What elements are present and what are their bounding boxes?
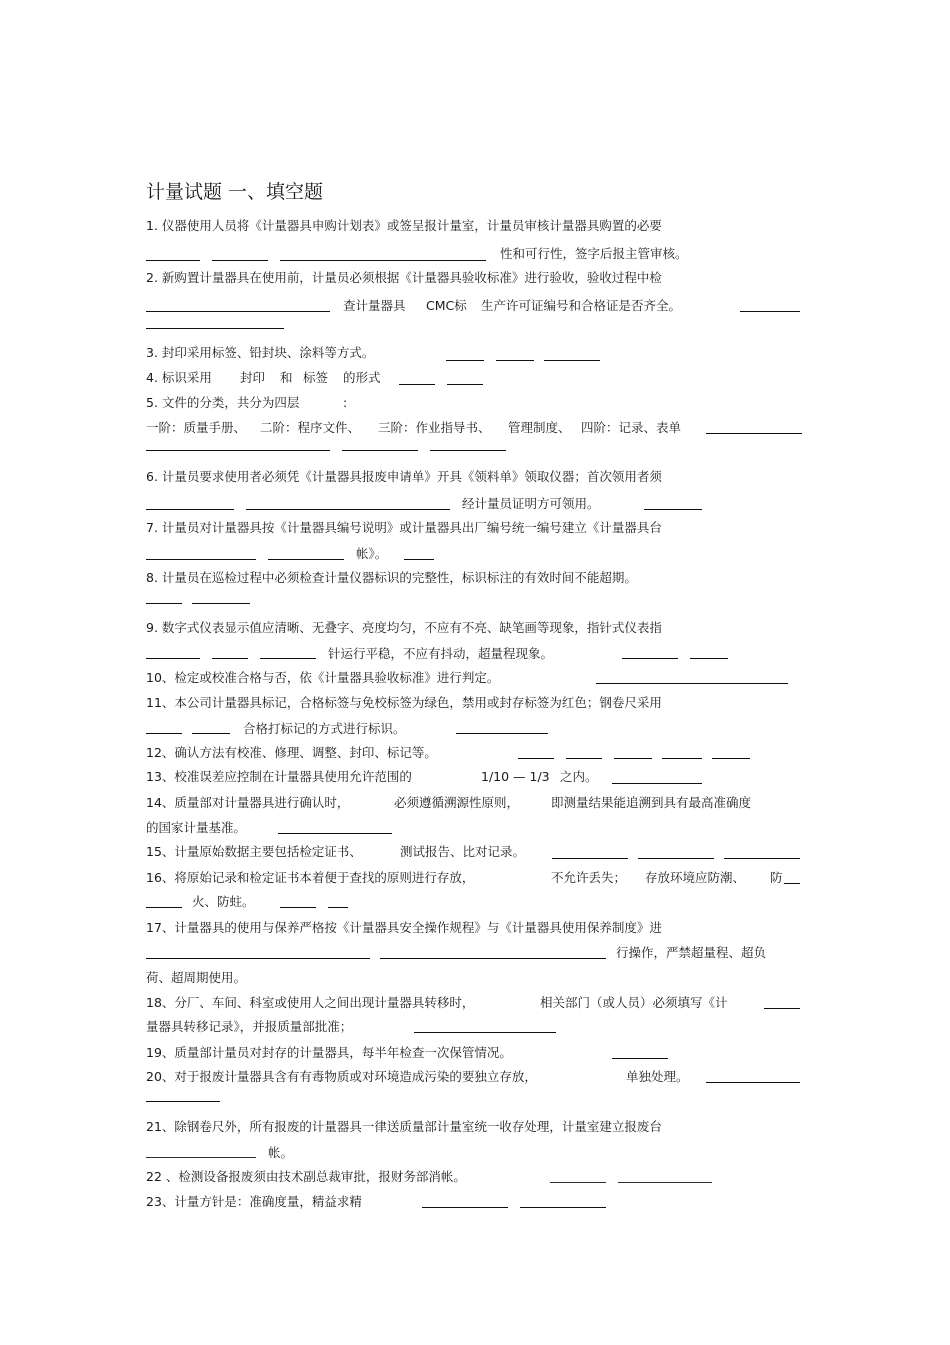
question-2-text: CMC标 [426,298,467,313]
question-5-level: 四阶：记录、表单 [581,420,682,435]
blank [612,1058,668,1059]
question-11-line-2: 合格打标记的方式进行标识。 [243,721,406,736]
question-15-text: 测试报告、比对记录。 [400,844,526,859]
question-4-text: 和 [280,370,293,385]
question-16-text: 不允许丢失； [551,870,627,885]
question-14-text: 14、质量部对计量器具进行确认时， [146,795,350,810]
blank [146,958,370,959]
question-2-text: 查计量器具 [343,298,406,313]
blank [706,1082,800,1083]
question-5-level: 三阶：作业指导书、 [378,420,491,435]
blank [192,603,250,604]
blank [146,1157,256,1158]
question-5-text: : [343,395,348,410]
blank [146,559,256,560]
blank [706,433,802,434]
blank [622,658,678,659]
blank [146,907,182,908]
blank [146,311,330,312]
question-17-line-2: 行操作，严禁超量程、超负 [616,945,767,960]
blank [246,509,450,510]
blank [146,1101,220,1102]
question-14-text: 必须遵循溯源性原则， [394,795,520,810]
blank [430,450,506,451]
blank [456,733,548,734]
question-5-level: 二阶：程序文件、 [260,420,361,435]
blank [618,1182,712,1183]
blank [380,958,606,959]
question-1-line-1: 1. 仪器使用人员将《计量器具申购计划表》或签呈报计量室，计量员审核计量器具购置的必要 [146,218,662,233]
blank [146,603,182,604]
question-22: 22 、检测设备报废须由技术副总裁审批，报财务部消帐。 [146,1169,466,1184]
question-7-line-1: 7. 计量员对计量器具按《计量器具编号说明》或计量器具出厂编号统一编号建立《计量器具台 [146,520,662,535]
blank [644,509,702,510]
question-1-line-2: 性和可行性，签字后报主管审核。 [500,246,688,261]
blank [146,260,200,261]
question-12: 12、确认方法有校准、修理、调整、封印、标记等。 [146,745,437,760]
question-17-line-3: 荷、超周期使用。 [146,970,247,985]
page-title: 计量试题 一、填空题 [146,181,324,203]
blank [764,1008,800,1009]
blank [552,858,628,859]
blank [278,833,392,834]
question-20-text: 20、对于报废计量器具含有有毒物质或对环境造成污染的要独立存放， [146,1069,537,1084]
blank [566,758,602,759]
blank [212,260,268,261]
blank [414,1032,556,1033]
blank [520,1207,606,1208]
question-16-text: 16、将原始记录和检定证书本着便于查找的原则进行存放， [146,870,475,885]
blank [399,384,435,385]
question-19: 19、质量部计量员对封存的计量器具，每半年检查一次保管情况。 [146,1045,512,1060]
question-15-text: 15、计量原始数据主要包括检定证书、 [146,844,362,859]
question-21-line-1: 21、除钢卷尺外，所有报废的计量器具一律送质量部计量室统一收存处理，计量室建立报废台 [146,1119,662,1134]
blank [280,907,316,908]
blank [146,328,284,329]
question-4-text: 的形式 [343,370,381,385]
question-16-text: 防 [770,870,783,885]
blank [446,360,484,361]
question-4-text: 封印 [240,370,266,385]
question-14-text: 的国家计量基准。 [146,820,247,835]
blank [146,450,330,451]
blank [146,658,200,659]
blank [740,311,800,312]
question-11-line-1: 11、本公司计量器具标记，合格标签与免校标签为绿色，禁用或封存标签为红色；钢卷尺采用 [146,695,662,710]
blank [550,1182,606,1183]
blank [518,758,554,759]
question-5-level: 管理制度、 [508,420,571,435]
blank [212,658,248,659]
question-7-line-2: 帐》。 [356,546,388,561]
question-16-text: 火、防蛀。 [192,894,255,909]
blank [724,858,800,859]
question-9-line-1: 9. 数字式仪表显示值应清晰、无叠字、亮度均匀，不应有不亮、缺笔画等现象，指针式仪表指 [146,620,662,635]
blank [342,450,418,451]
question-18-text: 相关部门（或人员）必须填写《计 [540,995,728,1010]
question-8: 8. 计量员在巡检过程中必须检查计量仪器标识的完整性，标识标注的有效时间不能超期。 [146,570,637,585]
blank [146,733,182,734]
blank [496,360,534,361]
question-20-text: 单独处理。 [626,1069,689,1084]
blank [328,907,348,908]
blank [712,758,750,759]
question-18-text: 18、分厂、车间、科室或使用人之间出现计量器具转移时， [146,995,475,1010]
question-10: 10、检定或校准合格与否，依《计量器具验收标准》进行判定。 [146,670,500,685]
question-6-line-1: 6. 计量员要求使用者必须凭《计量器具报废申请单》开具《领料单》领取仪器；首次领用者须 [146,469,662,484]
question-6-line-2: 经计量员证明方可领用。 [462,496,600,511]
blank [280,260,486,261]
question-23: 23、计量方针是：准确度量，精益求精 [146,1194,362,1209]
blank [192,733,230,734]
question-21-line-2: 帐。 [268,1145,294,1160]
question-2-line-1: 2. 新购置计量器具在使用前，计量员必须根据《计量器具验收标准》进行验收，验收过程中检 [146,270,662,285]
blank [690,658,728,659]
question-3: 3. 封印采用标签、铅封块、涂料等方式。 [146,345,375,360]
blank [596,683,788,684]
blank [268,559,344,560]
blank [146,509,234,510]
question-5-level: 一阶：质量手册、 [146,420,247,435]
question-5-text: 5. 文件的分类，共分为四层 [146,395,300,410]
question-18-text: 量器具转移记录》，并报质量部批准； [146,1019,353,1034]
question-2-text: 生产许可证编号和合格证是否齐全。 [481,298,682,313]
blank [612,783,702,784]
question-4-text: 标签 [303,370,329,385]
blank [544,360,600,361]
question-9-line-2: 针运行平稳，不应有抖动，超量程现象。 [328,646,554,661]
question-4-text: 4. 标识采用 [146,370,212,385]
blank [447,384,483,385]
blank [422,1207,508,1208]
blank [662,758,702,759]
question-16-text: 存放环境应防潮、 [645,870,746,885]
question-13-text: 13、校准误差应控制在计量器具使用允许范围的 [146,769,412,784]
question-14-text: 即测量结果能追溯到具有最高准确度 [551,795,752,810]
blank [784,883,800,884]
question-17-line-1: 17、计量器具的使用与保养严格按《计量器具安全操作规程》与《计量器具使用保养制度》进 [146,920,662,935]
question-13-ratio: 1/10 — 1/3 [481,769,550,784]
blank [404,559,434,560]
blank [638,858,714,859]
blank [260,658,316,659]
blank [614,758,652,759]
question-13-text: 之内。 [560,769,598,784]
